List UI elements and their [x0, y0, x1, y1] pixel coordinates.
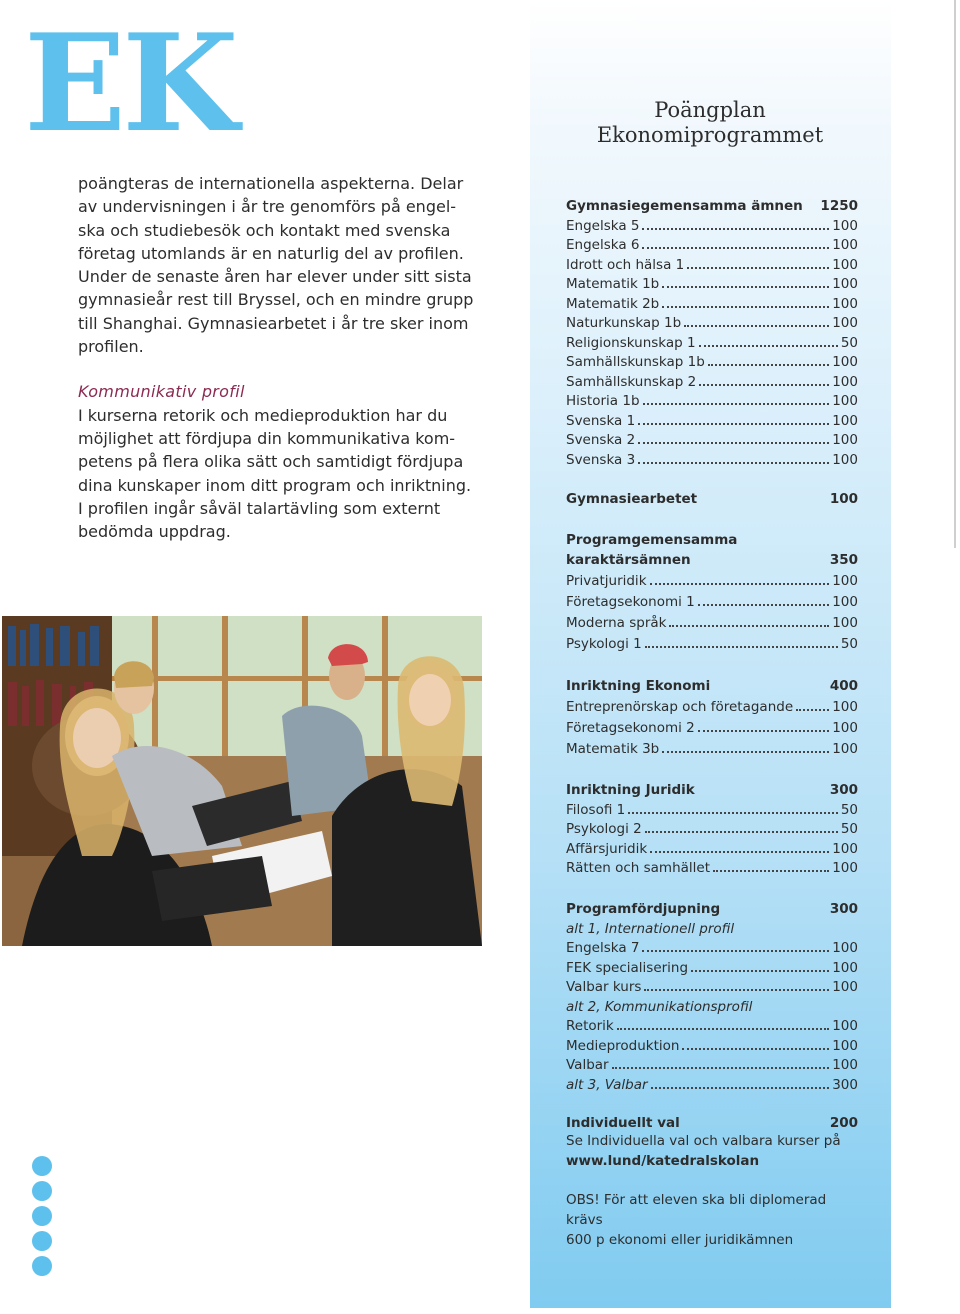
plan-title	[540, 98, 880, 148]
course-points: 100	[832, 741, 858, 757]
course-points: 100	[832, 615, 858, 631]
course-name: Rätten och samhället	[566, 860, 711, 876]
course-row	[566, 214, 858, 234]
section-title-line1: Programgemensamma	[566, 532, 738, 548]
course-points: 100	[832, 979, 858, 995]
students-photo	[2, 616, 482, 946]
course-points: 100	[832, 840, 858, 857]
course-points: 50	[840, 334, 858, 351]
section-economics-track	[566, 674, 858, 757]
course-row	[566, 370, 858, 390]
course-name: Svenska 1	[566, 412, 636, 429]
course-row	[566, 331, 858, 351]
course-name: Psykologi 1	[566, 636, 642, 652]
school-link[interactable]: www.lund/katedralskolan	[566, 1153, 760, 1169]
course-row	[566, 715, 858, 736]
section-total: 100	[829, 491, 858, 507]
section-header	[566, 487, 858, 507]
course-row	[566, 312, 858, 332]
option-label	[566, 917, 858, 937]
leader-dots	[638, 422, 829, 425]
section-diploma-project	[566, 487, 858, 507]
dot-icon	[32, 1231, 52, 1251]
course-row	[566, 837, 858, 857]
leader-dots	[662, 285, 829, 288]
section-individual-choice	[566, 1111, 858, 1171]
section-header	[566, 778, 858, 798]
section-subheading: Kommunikativ profil	[78, 382, 245, 402]
plan-title-line1: Poängplan	[654, 98, 766, 122]
body-paragraph-1: poängteras de internationella aspekterna. Delar av undervisningen i år tre genomförs på engel- ska och studiebesök och kontakt med svenska företag utomlands är en naturlig del av profilen. Under de senaste åren har elever under sitt sista gymnasieår rest till Bryssel, och en mindre grupp till Shanghai. Gymnasiearbetet i år tre sker inom profilen.	[78, 174, 474, 357]
course-row	[566, 351, 858, 371]
leader-dots	[698, 729, 829, 732]
leader-dots	[651, 1086, 830, 1089]
course-row	[566, 253, 858, 273]
course-name: Matematik 3b	[566, 741, 660, 757]
leader-dots	[644, 988, 829, 991]
section-total: 1250	[820, 198, 858, 214]
note-line-2: 600 p ekonomi eller juridikämnen	[566, 1232, 794, 1248]
course-points: 100	[832, 432, 858, 448]
course-points: 100	[832, 1057, 858, 1073]
course-points: 100	[832, 393, 858, 409]
diploma-note	[566, 1190, 858, 1250]
course-name: Samhällskunskap 2	[566, 373, 697, 390]
course-points: 100	[832, 295, 858, 312]
section-total: 200	[829, 1115, 858, 1131]
leader-dots	[708, 363, 829, 366]
leader-dots	[638, 461, 829, 464]
course-points: 100	[832, 354, 858, 370]
leader-dots	[698, 603, 829, 606]
leader-dots	[699, 383, 829, 386]
course-name: Religionskunskap 1	[566, 334, 696, 351]
course-points: 50	[840, 821, 858, 837]
course-name: Matematik 1b	[566, 276, 660, 292]
course-points: 50	[840, 636, 858, 652]
course-points: 100	[832, 1018, 858, 1034]
course-row	[566, 956, 858, 976]
course-row	[566, 857, 858, 877]
course-row	[566, 273, 858, 293]
course-row	[566, 1034, 858, 1054]
course-name: Idrott och hälsa 1	[566, 256, 685, 273]
leader-dots	[650, 850, 829, 853]
section-header	[566, 548, 858, 568]
leader-dots	[645, 830, 838, 833]
leader-dots	[662, 305, 829, 308]
course-row	[566, 610, 858, 631]
course-row	[566, 736, 858, 757]
option-name: alt 1, Internationell profil	[566, 920, 735, 937]
course-points: 100	[832, 1037, 858, 1054]
section-total: 300	[829, 782, 858, 798]
section-header	[566, 897, 858, 917]
leader-dots	[642, 227, 829, 230]
course-name: Affärsjuridik	[566, 840, 648, 857]
course-name: Engelska 5	[566, 217, 640, 234]
section-title: Programfördjupning	[566, 901, 721, 917]
course-row	[566, 234, 858, 254]
course-points: 100	[832, 720, 858, 736]
section-total: 350	[829, 552, 858, 568]
section-total: 400	[829, 678, 858, 694]
section-header	[566, 674, 858, 694]
course-row	[566, 448, 858, 468]
course-row	[566, 818, 858, 838]
leader-dots	[617, 1027, 829, 1030]
section-header	[566, 1111, 858, 1131]
course-name: Moderna språk	[566, 615, 667, 631]
dot-icon	[32, 1156, 52, 1176]
leader-dots	[687, 266, 829, 269]
course-row	[566, 976, 858, 996]
course-name: Historia 1b	[566, 393, 640, 409]
course-row	[566, 631, 858, 652]
leader-dots	[650, 582, 830, 585]
leader-dots	[643, 402, 830, 405]
leader-dots	[645, 645, 838, 648]
course-name: Svenska 2	[566, 432, 636, 448]
option-label	[566, 995, 858, 1015]
course-name: Företagsekonomi 2	[566, 720, 695, 736]
course-name: Företagsekonomi 1	[566, 594, 695, 610]
section-common-subjects	[566, 194, 858, 468]
course-name: Engelska 7	[566, 940, 640, 956]
leader-dots	[691, 969, 829, 972]
course-row	[566, 937, 858, 957]
course-points: 100	[832, 315, 858, 331]
option-name: alt 2, Kommunikationsprofil	[566, 998, 753, 1015]
course-row	[566, 1015, 858, 1035]
leader-dots	[796, 708, 829, 711]
course-points: 100	[832, 412, 858, 429]
section-title: Inriktning Juridik	[566, 782, 695, 798]
leader-dots	[662, 750, 829, 753]
course-name: Privatjuridik	[566, 573, 647, 589]
course-row	[566, 798, 858, 818]
course-row	[566, 429, 858, 449]
note-line-1: OBS! För att eleven ska bli diplomerad krävs	[566, 1192, 827, 1228]
course-name: Retorik	[566, 1018, 614, 1034]
course-name: Psykologi 2	[566, 821, 642, 837]
course-row	[566, 694, 858, 715]
course-name: Medieproduktion	[566, 1037, 680, 1054]
course-points: 100	[832, 276, 858, 292]
plan-title-line2: Ekonomiprogrammet	[596, 123, 824, 147]
course-points: 100	[832, 860, 858, 876]
course-name: Filosofi 1	[566, 801, 626, 818]
course-row	[566, 1073, 858, 1093]
course-name: Entreprenörskap och företagande	[566, 699, 794, 715]
course-row	[566, 292, 858, 312]
section-program-subjects	[566, 528, 858, 652]
leader-dots	[684, 324, 829, 327]
course-name: Valbar kurs	[566, 979, 642, 995]
section-program-deepening	[566, 897, 858, 1093]
course-points: 100	[832, 217, 858, 234]
section-title: Inriktning Ekonomi	[566, 678, 711, 694]
course-points: 100	[832, 237, 858, 253]
course-row	[566, 390, 858, 410]
course-row	[566, 589, 858, 610]
course-name: Valbar	[566, 1057, 609, 1073]
course-row	[566, 568, 858, 589]
course-points: 100	[832, 959, 858, 976]
leader-dots	[612, 1066, 830, 1069]
section-title: Individuellt val	[566, 1115, 680, 1131]
course-points: 100	[832, 940, 858, 956]
decorative-dots	[32, 1156, 52, 1281]
leader-dots	[642, 949, 829, 952]
course-name: Matematik 2b	[566, 295, 660, 312]
section-law-track	[566, 778, 858, 876]
course-points: 100	[832, 256, 858, 273]
course-points: 300	[832, 1076, 858, 1093]
leader-dots	[638, 441, 829, 444]
course-points: 100	[832, 594, 858, 610]
section-title: Gymnasiegemensamma ämnen	[566, 198, 803, 214]
section-header-line1	[566, 528, 858, 548]
option-name: alt 3, Valbar	[566, 1076, 648, 1093]
dot-icon	[32, 1206, 52, 1226]
leader-dots	[669, 624, 829, 627]
dot-icon	[32, 1256, 52, 1276]
course-points: 100	[832, 451, 858, 468]
course-name: FEK specialisering	[566, 959, 689, 976]
course-points: 100	[832, 373, 858, 390]
course-row	[566, 1054, 858, 1074]
individual-choice-text: Se Individuella val och valbara kurser på	[566, 1133, 841, 1149]
dot-icon	[32, 1181, 52, 1201]
course-points: 100	[832, 699, 858, 715]
course-row	[566, 409, 858, 429]
course-name: Engelska 6	[566, 237, 640, 253]
program-logo: EK	[24, 4, 235, 162]
section-title: Gymnasiearbetet	[566, 491, 698, 507]
body-text	[78, 172, 478, 543]
section-total: 300	[829, 901, 858, 917]
section-title-line2: karaktärsämnen	[566, 552, 691, 568]
course-name: Samhällskunskap 1b	[566, 354, 705, 370]
leader-dots	[713, 869, 829, 872]
leader-dots	[628, 811, 838, 814]
course-name: Naturkunskap 1b	[566, 315, 682, 331]
course-name: Svenska 3	[566, 451, 636, 468]
body-paragraph-2: I kurserna retorik och medieproduktion har du möjlighet att fördjupa din kommunikativa kom- petens på flera olika sätt och samtidigt fördjupa dina kunskaper inom ditt program och inriktning. I profilen ingår såväl talartävling som externt bedömda uppdrag.	[78, 405, 472, 542]
leader-dots	[642, 246, 829, 249]
leader-dots	[682, 1047, 829, 1050]
section-header	[566, 194, 858, 214]
leader-dots	[699, 344, 838, 347]
course-points: 100	[832, 573, 858, 589]
page-edge-line	[954, 0, 956, 548]
course-points: 50	[840, 801, 858, 818]
